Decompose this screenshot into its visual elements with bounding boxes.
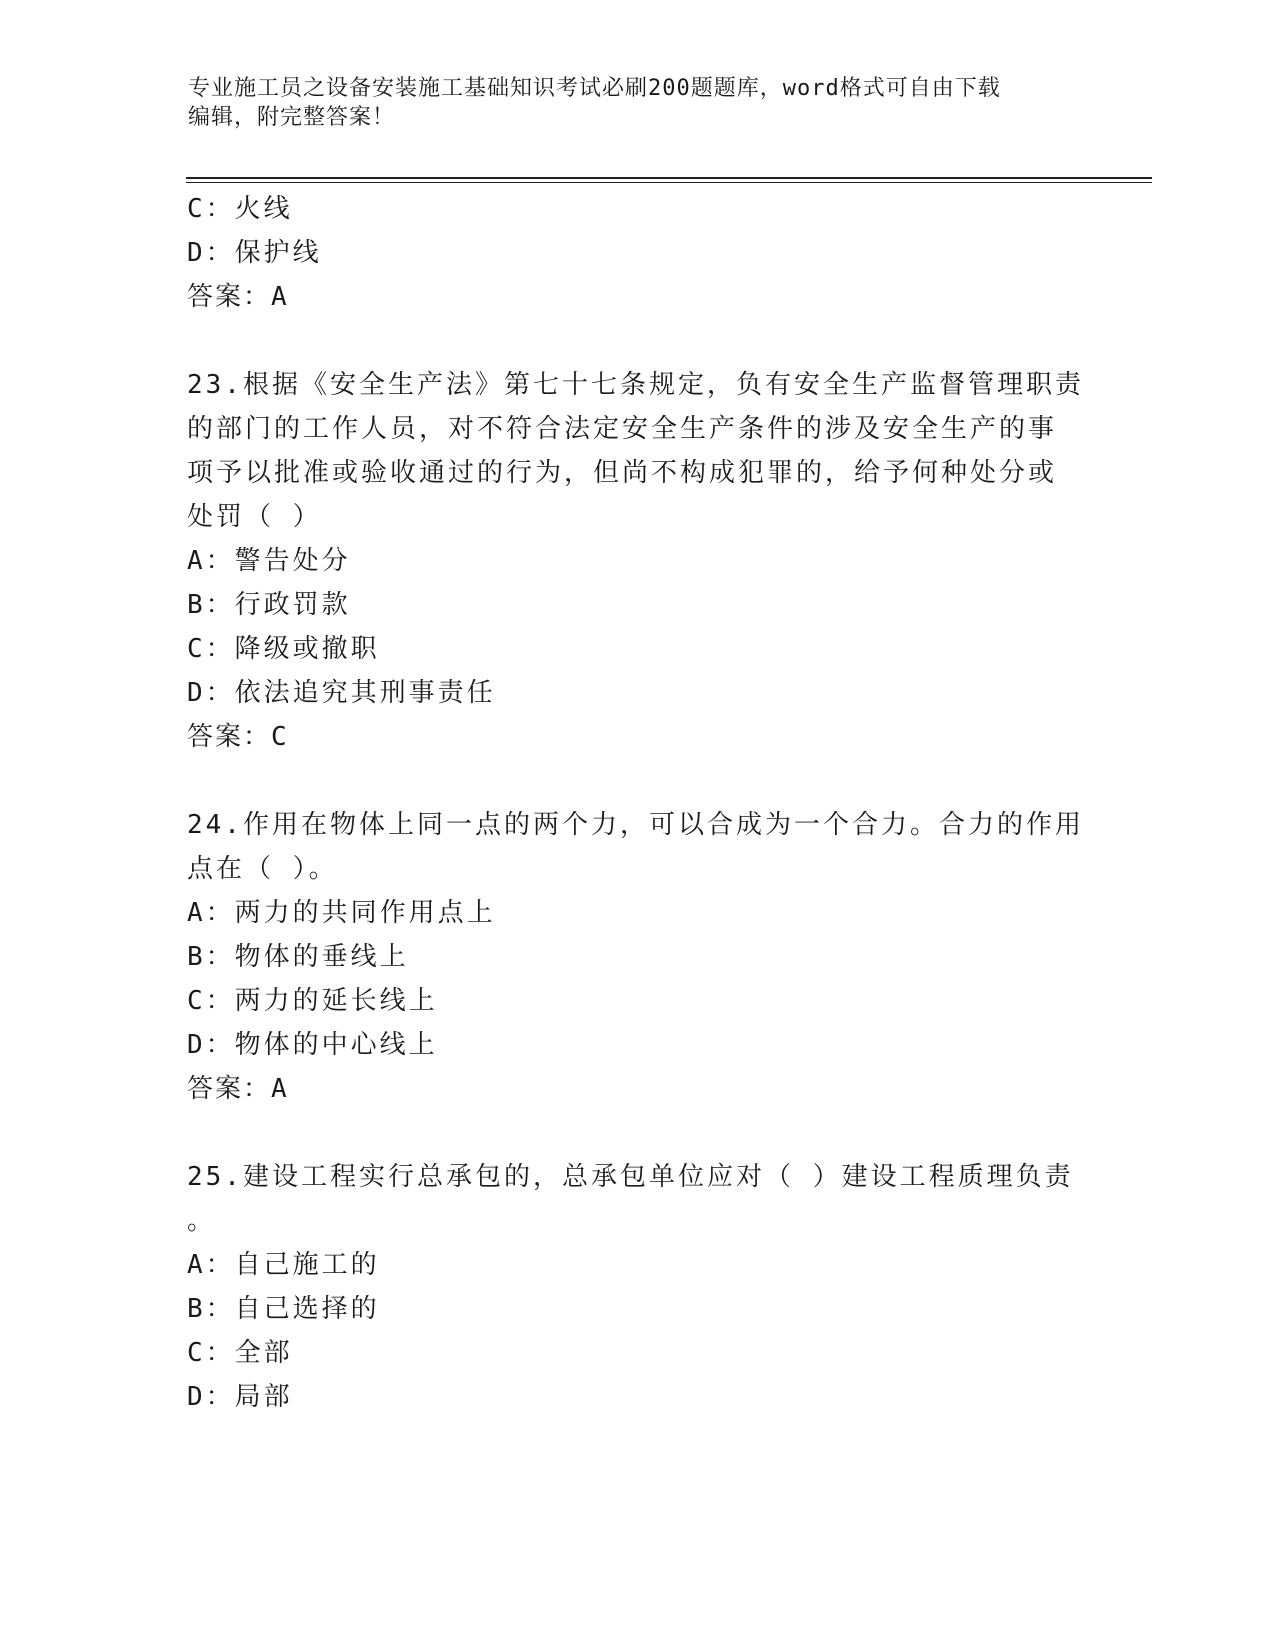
q23-option-b: B：行政罚款 bbox=[187, 590, 351, 620]
q23-option-c: C：降级或撤职 bbox=[187, 634, 380, 664]
q25-stem-line-2: 。 bbox=[187, 1206, 217, 1236]
q23-stem-line-4: 处罚（ ） bbox=[187, 502, 322, 532]
q25-option-a: A：自己施工的 bbox=[187, 1250, 380, 1280]
q22-option-c: C：火线 bbox=[187, 194, 293, 224]
q25-option-d: D：局部 bbox=[187, 1382, 293, 1412]
q24-option-d: D：物体的中心线上 bbox=[187, 1030, 438, 1060]
q23-option-a: A：警告处分 bbox=[187, 546, 351, 576]
q25-option-b: B：自己选择的 bbox=[187, 1294, 380, 1324]
header-divider-thin bbox=[186, 182, 1152, 183]
q25-option-c: C：全部 bbox=[187, 1338, 293, 1368]
document-header bbox=[188, 74, 1078, 132]
q23-answer: 答案：C bbox=[187, 722, 289, 752]
q23-stem-line-3: 项予以批准或验收通过的行为，但尚不构成犯罪的，给予何种处分或 bbox=[187, 458, 1058, 488]
q23-stem-line-2: 的部门的工作人员，对不符合法定安全生产条件的涉及安全生产的事 bbox=[187, 414, 1058, 444]
q23-option-d: D：依法追究其刑事责任 bbox=[187, 678, 496, 708]
header-line-2: 编辑，附完整答案！ bbox=[188, 105, 396, 130]
q24-answer: 答案：A bbox=[187, 1074, 289, 1104]
q23-stem-line-1: 23.根据《安全生产法》第七十七条规定，负有安全生产监督管理职责 bbox=[187, 370, 1084, 400]
q25-stem-line-1: 25.建设工程实行总承包的，总承包单位应对（ ）建设工程质理负责 bbox=[187, 1162, 1074, 1192]
q22-option-d: D：保护线 bbox=[187, 238, 322, 268]
q24-stem-line-2: 点在（ ）。 bbox=[187, 854, 338, 884]
header-line-1: 专业施工员之设备安装施工基础知识考试必刷200题题库，word格式可自由下载 bbox=[188, 76, 1001, 101]
q24-stem-line-1: 24.作用在物体上同一点的两个力，可以合成为一个合力。合力的作用 bbox=[187, 810, 1084, 840]
q22-answer: 答案：A bbox=[187, 282, 289, 312]
q24-option-b: B：物体的垂线上 bbox=[187, 942, 409, 972]
q24-option-a: A：两力的共同作用点上 bbox=[187, 898, 496, 928]
q24-option-c: C：两力的延长线上 bbox=[187, 986, 438, 1016]
header-divider-thick bbox=[186, 177, 1152, 179]
